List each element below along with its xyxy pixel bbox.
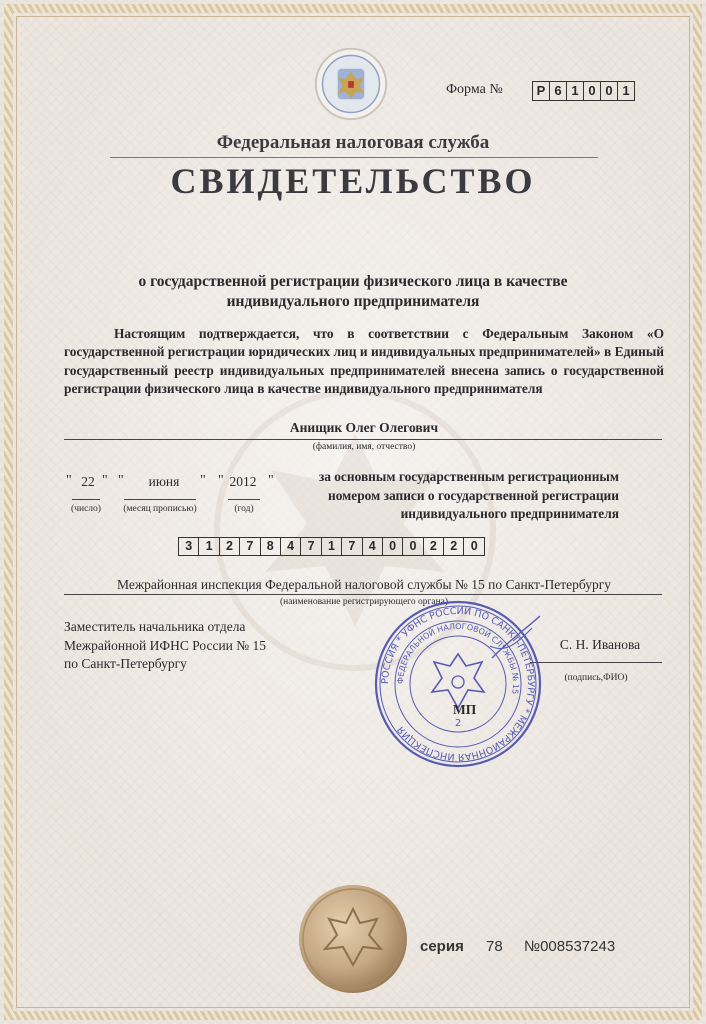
series-label: серия — [420, 938, 464, 955]
year-line — [228, 499, 260, 500]
ogrnip-digit: 0 — [383, 538, 403, 555]
subtitle-line: индивидуального предпринимателя — [226, 293, 480, 310]
signer-line: Межрайонной ИФНС России № 15 — [64, 637, 267, 653]
form-code-cell: 0 — [601, 82, 618, 100]
stamp-number: 2 — [454, 718, 462, 729]
form-code-cell: 6 — [550, 82, 567, 100]
registration-date — [62, 473, 292, 523]
form-label: Форма № — [446, 82, 503, 97]
official-stamp-icon — [372, 598, 544, 770]
person-name-caption: (фамилия, имя, отчество) — [312, 442, 416, 452]
ogrnip-digit: 8 — [261, 538, 281, 555]
stamp-place-label: МП — [453, 702, 477, 717]
ogrnip-digit: 1 — [199, 538, 219, 555]
month-line — [124, 499, 196, 500]
document-number: №008537243 — [524, 938, 616, 955]
confirmation-paragraph — [64, 325, 664, 398]
document-subtitle — [0, 272, 706, 312]
record-description: за основным государственным регистрационным номером записи о государственной регистрации индивидуального предпринимателя — [318, 469, 619, 521]
agency-name: Федеральная налоговая служба — [216, 132, 490, 153]
gold-seal-icon — [297, 883, 409, 995]
ogrnip-digit: 7 — [301, 538, 321, 555]
agency-underline — [110, 157, 598, 158]
date-day: 22 — [81, 474, 95, 489]
ogrnip-digit: 1 — [322, 538, 342, 555]
ogrnip-digit: 2 — [220, 538, 240, 555]
quote-mark: " — [268, 473, 274, 488]
ogrnip-digit: 7 — [240, 538, 260, 555]
form-code-cell: 1 — [622, 83, 630, 98]
signer-line: Заместитель начальника отдела — [64, 619, 246, 634]
authority-caption: (наименование регистрирующего органа) — [279, 597, 449, 607]
day-caption: (число) — [71, 504, 101, 514]
signature-caption: (подпись,ФИО) — [564, 673, 628, 683]
signer-name: С. Н. Иванова — [559, 637, 641, 652]
ogrnip-digit: 4 — [281, 538, 301, 555]
quote-mark: " — [66, 473, 72, 488]
date-month: июня — [148, 474, 180, 489]
signature-line — [530, 662, 662, 663]
ogrnip-digit: 7 — [342, 538, 362, 555]
date-year: 2012 — [229, 474, 257, 489]
month-caption: (месяц прописью) — [123, 504, 197, 514]
day-line — [72, 499, 100, 500]
quote-mark: " — [200, 473, 206, 488]
quote-mark: " — [218, 473, 224, 488]
ogrnip-digit: 4 — [363, 538, 383, 555]
ogrnip-digit: 0 — [403, 538, 423, 555]
subtitle-line: о государственной регистрации физического лица в качестве — [138, 273, 568, 290]
person-name: Анищик Олег Олегович — [289, 420, 439, 435]
ogrnip-cells — [178, 537, 485, 556]
authority-line — [64, 594, 662, 595]
quote-mark: " — [102, 473, 108, 488]
fns-emblem-icon — [313, 46, 389, 122]
ogrnip-digit: 2 — [424, 538, 444, 555]
registering-authority: Межрайонная инспекция Федеральной налоговой службы № 15 по Санкт-Петербургу — [117, 577, 611, 592]
person-name-line — [64, 439, 662, 440]
form-code-cell: Р — [533, 82, 550, 100]
ogrnip-digit: 3 — [179, 538, 199, 555]
stamp-inner-text: ФЕДЕРАЛЬНОЙ НАЛОГОВОЙ СЛУЖБЫ № 15 — [395, 621, 521, 695]
form-code-cell: 1 — [567, 82, 584, 100]
stamp-outer-text: РОССИЯ * УФНС РОССИИ ПО САНКТ-ПЕТЕРБУРГУ * МЕЖРАЙОННАЯ ИНСПЕКЦИЯ — [379, 605, 537, 763]
document-title: СВИДЕТЕЛЬСТВО — [170, 161, 536, 201]
form-code-cells — [532, 81, 635, 101]
signer-line: по Санкт-Петербургу — [64, 656, 187, 671]
confirmation-text: Настоящим подтверждается, что в соответствии с Федеральным Законом «О государственной регистрации юридических лиц и индивидуальных предпринимателей» в Единый государственный реестр индивидуальных предпринимателей внесена запись о государственной регистрации физического лица в качестве индивидуального предпринимателя — [64, 326, 664, 396]
ogrnip-digit: 0 — [470, 539, 478, 553]
form-code-cell: 0 — [584, 82, 601, 100]
series-value: 78 — [486, 938, 503, 955]
quote-mark: " — [118, 473, 124, 488]
year-caption: (год) — [234, 504, 254, 514]
signer-position — [64, 618, 266, 674]
ogrnip-digit: 2 — [444, 538, 464, 555]
